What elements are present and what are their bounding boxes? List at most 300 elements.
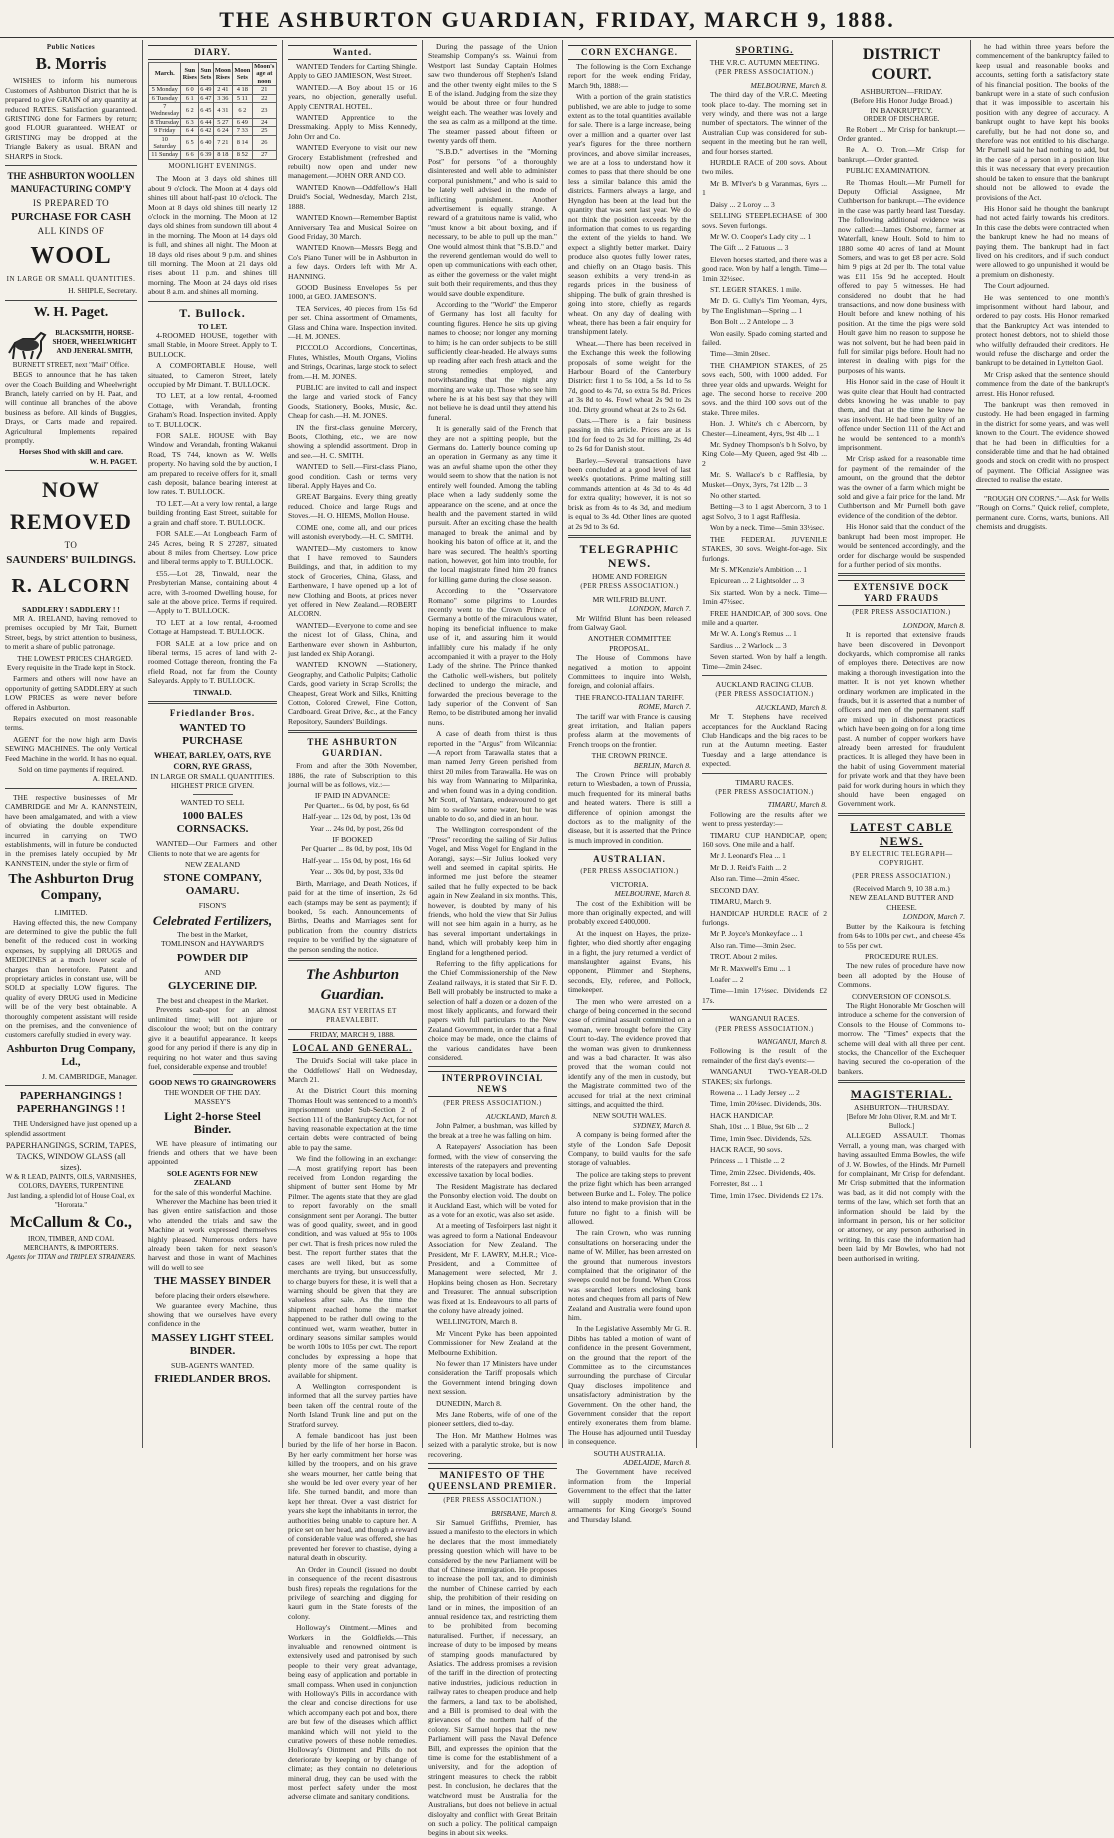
auckland-racing-heading: AUCKLAND RACING CLUB. — [715, 679, 814, 689]
sa-place: ADELAIDE, March 8. — [623, 1458, 691, 1468]
rate-line: Half-year ... 15s 0d, by post, 16s 6d — [302, 855, 411, 865]
magisterial-before: [Before Mr John Oliver, R.M. and Mr T. Bullock.] — [846, 1113, 957, 1130]
race-result-line: Mr S. M'Kenzie's Ambition ... 1 — [710, 564, 808, 574]
friedlander-fertilizers: Celebrated Fertilizers, — [152, 912, 273, 928]
butter-place: LONDON, March 7. — [902, 912, 965, 922]
diary-cell: 11 Sunday — [149, 151, 181, 159]
diary-cell: 6 49 — [200, 86, 212, 94]
guardian-paid-advance: IF PAID IN ADVANCE: — [314, 791, 391, 801]
massey-light-binder: Light 2-horse Steel Binder. — [164, 1108, 261, 1136]
divider — [193, 794, 233, 795]
victoria-paragraph: The men who were arrested on a charge of being concerned in the second case of criminal assault committed on a woman, were brought before the City Court to-day. The evidence proved that the woman was given to drunkenness and was a bad character. It was also proved that the woman could not identify any of the men in custody, but the Magistrate committed two of the accused for trial at the next criminal sittings, and acquitted the third. — [568, 996, 691, 1110]
auckland-racing-source: (PER PRESS ASSOCIATION.) — [715, 691, 814, 699]
consols-text: The Right Honorable Mr Goschen will introduce a scheme for the conversion of Consols to the House of Commons to-morrow. The "Times" expects that the scheme will deal with all three per cent. stocks, the Chancellor of the Exchequer having secured the co-operation of the bankers. — [838, 1000, 965, 1076]
australian-heading: AUSTRALIAN. — [593, 854, 666, 865]
mccallum-agents: Agents for TITAN and TRIPLEX STRAINERS. — [6, 1253, 136, 1262]
vrc-heading: THE V.R.C. AUTUMN MEETING. — [709, 58, 820, 67]
race-result-line: TROT. About 2 miles. — [710, 952, 778, 962]
manifesto-source: (PER PRESS ASSOCIATION.) — [443, 1497, 542, 1505]
wanted-advert: COME one, come all, and our prices will astonish everybody.—H. C. SMITH. — [288, 522, 417, 542]
friedlander-fisons: FISON'S — [198, 901, 227, 911]
divider — [5, 788, 137, 789]
paget-address: BURNETT STREET, next "Mail" Office. — [12, 360, 130, 369]
paget-advert-text: BEGS to announce that he has taken over the Coach Building and Wheelwright Branch, lately carried on by H. Paat, and will continue all branches of the above business as before. All kinds of Buggies, Drays, or Carts made and repaired. Agricultural Implements repaired promptly. — [5, 370, 137, 445]
masthead-paper-name: THE ASHBURTON GUARDIAN, — [219, 7, 587, 32]
dockyard-frauds-place: LONDON, March 8. — [902, 620, 965, 630]
court-paragraph: PUBLIC EXAMINATION. — [846, 166, 930, 176]
diary-cell: 21 — [252, 86, 276, 94]
masthead — [0, 2, 1114, 38]
woollen-company-heading: THE ASHBURTON WOOLLEN MANUFACTURING COMP'Y — [7, 171, 135, 195]
latest-cable-source: (PER PRESS ASSOCIATION.) — [852, 872, 951, 880]
diary-cell: 6 5 — [181, 135, 199, 151]
prince-heading: THE CROWN PRINCE. — [591, 751, 668, 761]
diary-cell: 6 Tuesday — [149, 94, 181, 102]
rough-on-corns-advert: "ROUGH ON CORNS."—Ask for Wells "Rough on Corns." Quick relief, complete, permanent cure. Corns, warts, bunions. All chemists and druggists. — [976, 493, 1109, 531]
telegraphic-home-foreign: HOME AND FOREIGN — [591, 571, 668, 581]
local-news-paragraph: According to the "Osservatore Romano" some pilgrims to Lourdes recently went to the Crown Prince of Germany a bottle of the miraculous water, hoping its beneficial influence to make use of it, and assuring him it would infallibly cure his malady if he only accompanied it with a prayer to the Holy Lady of the shrine. The Prince thanked the Catholic well-wishers, but politely declined to undergo the miracle, and forwarded the precious beverage to the lady superior of the Convent of San Remo, to be distributed among her invalid nuns. — [428, 586, 557, 727]
paperhangings-text: THE Undersigned have just opened up a splendid assortment — [5, 1119, 137, 1138]
diary-column-header: March. — [149, 63, 181, 86]
diary-cell: 24 — [252, 118, 276, 126]
local-general-body — [288, 1056, 417, 1802]
alcorn-signature: A. IRELAND. — [92, 774, 137, 784]
race-result-line: Bon Bolt ... 2 Antelope ... 3 — [710, 317, 794, 327]
divider — [5, 1085, 137, 1086]
procedure-text: The new rules of procedure have now been all adopted by the House of Commons. — [838, 961, 965, 990]
interprovincial-auckland: AUCKLAND, March 8. — [485, 1111, 557, 1121]
race-result-line: Also ran. Time—3min 2sec. — [710, 940, 796, 950]
wanted-advert: TEA Services, 40 pieces from 15s 6d per set. China assortment of Ornaments, Glass and China ware. Inspection invited.—H. M. JONES. — [288, 303, 417, 341]
massey-sub-agents: SUB-AGENTS WANTED. — [171, 1360, 254, 1370]
column-1 — [0, 40, 142, 1448]
alcorn-name: R. ALCORN — [11, 574, 131, 597]
bullock-advert: 4-ROOMED HOUSE, together with small Stable, in Moore Street. Apply to T. BULLOCK. — [148, 330, 277, 359]
friedlander-highest: HIGHEST PRICE GIVEN. — [170, 781, 255, 791]
telegraphic-source: (PER PRESS ASSOCIATION.) — [580, 583, 679, 591]
magisterial-place: ASHBURTON—THURSDAY. — [854, 1103, 949, 1113]
diary-cell: 6 39 — [200, 151, 212, 159]
latest-cable-copyright: BY ELECTRIC TELEGRAPH—COPYRIGHT. — [850, 850, 953, 868]
bullock-advert: FOR SALE. HOUSE with Bay Window and Verandah, fronting Wakanui Road, TS 744, known as W. Wells property. No having sold the by auction, I am prepared to receive offers for it, small cash deposit, balance bearing interest at low rates. T. BULLOCK. — [148, 431, 277, 497]
drug-company-signature: Ashburton Drug Company, Ld., — [6, 1042, 136, 1068]
latest-cable-heading: LATEST CABLE NEWS. — [850, 819, 953, 848]
nsw-paragraph: The police are taking steps to prevent the prize fight which has been arranged between Burke and L. Foley. The police also intend to make provision that in the future no fight to a finish will be allowed. — [568, 1169, 691, 1226]
diary-row — [149, 94, 277, 102]
bullock-advert: A COMFORTABLE House, well situated, to Cameron Street, lately occupied by Mr Dimant. T. BULLOCK. — [148, 361, 277, 389]
district-court-bankruptcy: IN BANKRUPTCY. — [870, 105, 933, 115]
friedlander-powder-dip: POWDER DIP — [176, 951, 249, 964]
wanted-heading: Wanted. — [288, 45, 417, 60]
interprovincial-body — [428, 1121, 557, 1459]
diary-column-header: Sun Sets — [199, 63, 213, 86]
victoria-paragraph: The cost of the Exhibition will be more than originally expected, and will probably exceed £400,000. — [568, 898, 691, 927]
diary-cell: 8 52 — [233, 151, 252, 159]
manifesto-heading: MANIFESTO OF THE QUEENSLAND PREMIER. — [428, 1468, 557, 1494]
divider — [976, 489, 1109, 490]
divider — [428, 1463, 557, 1464]
race-result-line: THE FEDERAL JUVENILE STAKES, 30 sovs. Weight-for-age. Six furlongs. — [702, 534, 827, 563]
race-result-line: Eleven horses started, and there was a good race. Won by half a length. Time—1min 32½sec. — [702, 254, 827, 283]
massey-light-steel: MASSEY LIGHT STEEL BINDER. — [151, 1331, 274, 1357]
race-result-line: HACK RACE, 90 sovs. — [710, 1145, 783, 1155]
mccallum-name: McCallum & Co., — [10, 1213, 132, 1231]
friedlander-sell: WANTED TO SELL — [180, 797, 245, 807]
friedlander-fert-best: The best in the Market, — [177, 929, 248, 939]
court-continued-body — [976, 204, 1109, 485]
divider — [5, 470, 137, 471]
local-news-paragraph: A case of death from thirst is thus reported in the "Argus" from Wilcannia:—A report from Tarawalla states that a man named Jerry Green perished from thirst 20 miles from Tarawalla. He was on his way from Wannaring to Milparinka, and when found was in a dying condition. Mr Scott, of Yantara, endeavoured to get him to swallow some water, but he was unable to do so, and died in an hour. — [428, 729, 557, 823]
friedlander-bales: 1000 BALES CORNSACKS. — [176, 810, 249, 836]
diary-cell: 6 1 — [181, 94, 199, 102]
sa-heading: SOUTH AUSTRALIA. — [593, 1448, 666, 1458]
paget-trade: BLACKSMITH, HORSE-SHOER, WHEELWRIGHT AND JENERAL SMITH, — [52, 329, 137, 356]
removed-to: TO — [64, 540, 78, 551]
local-news-paragraph: Referring to the fifty applications for the Chief Commissionership of the New Zealand railways, it is stated that Sir F. D. Bell will probably be instructed to make a selection of half a dozen or a dozen of the most likely applicants, and forward their papers with full particulars to the New Zealand Government, in order that a final choice may be made, once the claims of the various candidates have been considered. — [428, 959, 557, 1063]
corn-exchange-paragraph: Oats.—There is a fair business passing in this article. Prices are at 1s 10d for feed to 2s 3d for milling, 2s 4d to 2s 6d for Danish stout. — [568, 416, 691, 454]
wanted-advert: PICCOLO Accordions, Concertinas, Flutes, Whistles, Mouth Organs, Violins and Strings, Ocarinas, large stock to select from.—H. M. JONES. — [288, 343, 417, 381]
auckland-racing-text: Mr T. Stephens have received acceptances for the Auckland Racing Club Handicaps and the big races to be run at the Autumn meeting. Easter Tuesday and a large attendance is expected. — [702, 712, 827, 769]
woollen-signature: H. SHIPLE, Secretary. — [68, 286, 137, 296]
wanted-advert: GOOD Business Envelopes 5s per 1000, at GEO. JAMESON'S. — [288, 282, 417, 302]
race-result-line: Shah, 10st ... 1 Blue, 9st 6lb ... 2 — [710, 1122, 809, 1132]
race-result-line: Time, 1min 17sec. Dividends £2 17s. — [710, 1190, 824, 1200]
diary-cell: 8 Thursday — [150, 118, 180, 126]
drug-company-body: Having effected this, the new Company are determined to give the public the full benefit of the reduced cost in working expenses, by supplying all DRUGS and MEDICINES at a much lower scale of charges than heretofore. Patent and proprietary articles in constant use, will be SOLD at specially LOW figures. The quality of every DRUG used in Medicine will be of the very best obtainable. A thoroughly competent assistant will reside on the premises, and the convenience of customers carefully studied in every way. — [5, 917, 137, 1040]
nsw-heading: NEW SOUTH WALES. — [592, 1111, 667, 1121]
bullock-advert: TO LET.—At a very low rental, a large building fronting East Street, suitable for a grain and chaff store. T. BULLOCK. — [148, 498, 277, 527]
massey-guarantee: We guarantee every Machine, thus showing that we ourselves have every confidence in the — [148, 1300, 277, 1329]
court-paragraph: He was sentenced to one month's imprisonment without hard labour, and ordered to pay costs. His Honor remarked that the Bankruptcy Act was intended to protect honest debtors, not to shield those who wilfully defrauded their creditors. He would refuse the discharge and order the bankrupt to be detained in Lyttelton Gaol. — [976, 292, 1109, 368]
local-news-paragraph: It is generally said of the French that they are not a spitting people, but the Germans do. Latterly bounce coming up an operation in Germany as any time it was an awful shame upon the other they would seem to show that the nation is not entirely well founded. Among the tabling place when a lady suddenly some the appearance on the scene, and at once the health and the pavement started in wild pursuit. After an exciting chase the health managed to break the animal and by hooking his baton of office at it, and the hare was secured. The health's sporting nation, however, got him into trouble, for the local magistrate fined him 20 francs for killing game during the close season. — [428, 424, 557, 584]
local-news-paragraph: During the passage of the Union Steamship Company's ss. Wainui from Westport last Sunday Captain Holmes saw two thunderous off Stephen's Island and the other twenty eight miles to the S E of the island. Judging from the size they would be about three or four hundred weight each. The weather was lovely and the sea as calm as a millpond at the time. The steamer passed about fifteen or twenty yards off them. — [428, 42, 557, 146]
guardian-subscription-text: From and after the 30th November, 1886, the rate of Subscription to this journal will be as follows, viz.:— — [288, 761, 417, 790]
race-result-line: Also ran. Time—2min 45sec. — [710, 874, 800, 884]
race-result-line: WANGANUI TWO-YEAR-OLD STAKES; six furlongs. — [702, 1067, 827, 1086]
diary-cell: 6 2 — [181, 103, 199, 119]
court-paragraph: His Honor said he thought the bankrupt had not acted fairly towards his creditors. In this case the debts were contracted when the bankrupt knew he had no means of paying them. The bankrupt had in fact lived on his creditors, and if such conduct were allowed to go unpunished it would be a premium on dishonesty. — [976, 203, 1109, 279]
race-result-line: HANDICAP HURDLE RACE of 2 furlongs. — [702, 908, 827, 927]
race-result-line: Mr B. M'Iver's b g Varanmas, 6yrs ... 1 — [702, 178, 827, 198]
interprovincial-source: (PER PRESS ASSOCIATION.) — [443, 1100, 542, 1108]
guardian-motto: MAGNA EST VERITAS ET PRAEVALEBIT. — [308, 1007, 397, 1025]
interprovincial-paragraph: The Hon. Mr Matthew Holmes was seized with a paralytic stroke, but is now recovering. — [428, 1430, 557, 1459]
diary-cell: 5 27 — [213, 118, 233, 126]
dockyard-frauds-source: (PER PRESS ASSOCIATION.) — [852, 609, 951, 617]
massey-for: for the sale of this wonderful Machine. — [153, 1187, 272, 1197]
prince-text: The Crown Prince will probably return to Wiesbaden, a town of Prussia, much frequented for its mineral baths and heated waters. There is still a difference of opinion amongst the doctors as to the malignity of the disease, but it is asserted that the Prince is much improved in condition. — [568, 770, 691, 845]
divider — [838, 813, 965, 816]
butter-text: Butter by the Kaikoura is fetching from 64s to 100s per cwt., and cheese 45s to 55s per cwt. — [838, 921, 965, 950]
race-result-line: Mr R. Maxwell's Emu ... 1 — [710, 963, 791, 973]
guardian-if-booked: IF BOOKED — [332, 835, 373, 845]
nsw-paragraph: In the Legislative Assembly Mr G. R. Dibbs has tabled a motion of want of confidence in the present Government, on the ground that the report of the Committee as to the circumstances surrounding the purchase of Circular Quay discloses impolitence and unsatisfactory administration by the Government. On the other hand, the Government consider that the report entirely exonerates them from blame. The House has adjourned until Tuesday in consequence. — [568, 1324, 691, 1447]
diary-row — [149, 86, 277, 94]
race-result-line: Mr. Sydney Thompson's b h Solvo, by King Cole—My Queen, aged 9st 4lb ... 2 — [702, 440, 827, 468]
race-result-line: TIMARU CUP HANDICAP, open; 160 sovs. One mile and a half. — [702, 830, 827, 850]
issue-date: FRIDAY, MARCH 9, 1888. — [288, 1029, 417, 1040]
diary-header-row — [149, 63, 277, 86]
interprovincial-paragraph: No fewer than 17 Ministers have under consideration the Tariff proposals which the Government intend bringing down next session. — [428, 1359, 557, 1397]
alcorn-repairs: Repairs executed on most reasonable terms. — [5, 714, 137, 733]
removed-place: SAUNDERS' BUILDINGS. — [6, 553, 136, 566]
sporting-heading: SPORTING. — [735, 45, 794, 55]
drug-company-intro: THE respective businesses of Mr CAMBRIDGE and Mr A. KANNSTEIN, have been amalgamated, and with a view of obviating the double expenditure incurred in carrying on TWO establishments, will in future be conducted in the premises lately occupied by Mr KANNSTEIN, under the style or firm of — [5, 792, 137, 868]
diary-cell: 7 21 — [213, 135, 233, 151]
prince-place: BERLIN, March 8. — [633, 760, 691, 770]
race-result-line: Time—3min 20sec. — [710, 349, 771, 359]
friedlander-heading: Friedlander Bros. — [169, 708, 256, 718]
friedlander-quantities: IN LARGE OR SMALL QUANTITIES. — [150, 772, 275, 781]
timaru-place: TIMARU, March 8. — [767, 800, 827, 810]
friedlander-nz: NEW ZEALAND — [185, 860, 240, 870]
massey-before: before placing their orders elsewhere. — [155, 1291, 270, 1301]
corn-exchange-heading: CORN EXCHANGE. — [568, 45, 691, 60]
friedlander-best-cheap: The best and cheapest in the Market. — [156, 996, 269, 1006]
court-paragraph: Re A. O. Tron.—Mr Crisp for bankrupt.—Order granted. — [838, 145, 965, 164]
divider — [5, 165, 137, 166]
tariff-text: The tariff war with France is causing great irritation, and Italian papers profess alarm at the movements of French troops on the frontier. — [568, 711, 691, 749]
wanted-advert: WANTED.—A Boy about 15 or 16 years, no objection, generally useful. Apply CENTRAL HOTEL. — [288, 82, 417, 111]
rate-line: Year ... 30s 0d, by post, 33s 0d — [309, 867, 404, 877]
column-2 — [142, 40, 282, 1448]
dockyard-frauds-text: It is reported that extensive frauds have been discovered in Devonport dockyards, which compromise all ranks of employes there. Detectives are now making a thorough investigation into the matter. It is not yet known whether ordinary workmen are implicated in the frauds, but it is asserted that a number of officers and men of the permanent staff are mixed up in dishonest practices which have been going on for a long time past. A number of copper workers have already been arrested for fraudulent practices. It is alleged they have been in the habit of using Government material for private work and that they have been paid for work during hours in which they should have been engaged on Government work. — [838, 630, 965, 809]
diary-cell: 3 36 — [213, 94, 233, 102]
race-result-line: Rowena ... 1 Lady Jersey ... 2 — [710, 1088, 800, 1097]
blunt-text: Mr Wilfrid Blunt has been released from Galway Gaol. — [568, 613, 691, 632]
court-paragraph: Mr Crisp asked that the sentence should commence from the date of the bankrupt's arrest. His Honor refused. — [976, 369, 1109, 398]
interprovincial-paragraph: The Resident Magistrate has declared the Ponsonby election void. The doubt on it Auckland East, which will be voted for as a vote for an exotic, was also set aside. — [428, 1181, 557, 1219]
diary-column-header: Moon Sets — [233, 63, 252, 86]
race-result-line: The third day of the V.R.C. Meeting took place to-day. The morning set in very windy, and there was not a large number of spectators. The winner of the Australian Cup was considered for sub-sequent in the meeting but he ran well, and four horses started. — [702, 90, 827, 156]
column-7 — [832, 40, 970, 1448]
committee-heading: ANOTHER COMMITTEE PROPOSAL. — [587, 634, 672, 653]
masthead-date: FRIDAY, MARCH 9, 1888. — [595, 7, 895, 32]
race-result-line: Mr W. A. Long's Remus ... 1 — [710, 629, 797, 639]
divider — [702, 675, 827, 676]
diary-cell: 5 Monday — [149, 86, 181, 94]
victoria-paragraph: At the inquest on Hayes, the prize-fighter, who died shortly after engaging in a fight, the jury returned a verdict of manslaughter against Evans, his opponent, Plimmer and Stephens, seconds, Ely, referee, and Pollock, timekeeper. — [568, 928, 691, 995]
divider — [568, 849, 691, 850]
tinwald-label: TINWALD. — [193, 687, 232, 697]
local-news-paragraph: An Order in Council (issued no doubt in consequence of the recent disastrous bush fires) repeals the regulations for the privilege of searching and digging for kauri gum in the State forests of the colony. — [288, 1564, 417, 1621]
diary-cell: 7 Wednesday — [150, 103, 180, 118]
sa-text: The Government have received information from the Imperial Government to the effect that the latter will supply modern improved armaments for King George's Sound and Thursday Island. — [568, 1467, 691, 1524]
bullock-advert: TO LET, at a low rental, 4-roomed Cottage, with Verandah, fronting Graham's Road. Inspection invited. Apply to T. BULLOCK. — [148, 391, 277, 429]
timaru-body — [702, 810, 827, 1005]
drug-company-limited: LIMITED. — [54, 908, 88, 918]
race-result-line: Following is the result of the remainder of the first day's events:— — [702, 1046, 827, 1065]
race-result-line: Sardius ... 2 Warlock ... 3 — [710, 640, 787, 650]
public-notices-heading: Public Notices — [46, 44, 96, 51]
butter-heading: NEW ZEALAND BUTTER AND CHEESE. — [849, 893, 954, 912]
diary-cell: 23 — [252, 103, 276, 119]
tariff-heading: THE FRANCO-ITALIAN TARIFF. — [575, 692, 684, 702]
procedure-heading: PROCEDURE RULES. — [865, 951, 938, 961]
diary-body — [149, 86, 277, 160]
diary-cell: 10 Saturday — [149, 135, 181, 151]
rate-line: Half-year ... 12s 0d, by post, 13s 0d — [302, 812, 411, 822]
district-court-place: ASHBURTON—FRIDAY. — [860, 87, 943, 96]
race-result-line: SELLING STEEPLECHASE of 300 sovs. Seven furlongs. — [702, 211, 827, 230]
friedlander-grains: WHEAT, BARLEY, OATS, RYE CORN, RYE GRASS, — [153, 751, 272, 771]
local-general-heading: LOCAL AND GENERAL. — [292, 1043, 413, 1054]
diary-cell: 26 — [252, 135, 276, 151]
interprovincial-paragraph: WELLINGTON, March 8. — [436, 1317, 518, 1327]
woollen-kinds: ALL KINDS OF — [37, 226, 105, 237]
column-8 — [970, 40, 1114, 1448]
massey-text: WE have pleasure of intimating our friends and others that we have been appointed — [148, 1138, 277, 1167]
alcorn-agent: AGENT for the now high arm Davis SEWING MACHINES. The only Vertical Feed Machine in the world. It has no equal. — [5, 734, 138, 763]
diary-cell: 6 44 — [200, 118, 212, 126]
divider — [148, 701, 277, 704]
race-result-line: Epicurean ... 2 Lightsolder ... 3 — [710, 576, 805, 586]
divider — [838, 1080, 965, 1083]
race-result-line: Mr D. J. Reid's Faith ... 2 — [710, 862, 787, 872]
diary-text: The Moon at 3 days old shines till about 9 o'clock. The Moon at 4 days old shines till about half-past 10 o'clock. The Moon at 8 days old shines till nearly 12 o'clock in the morning. The Moon at 12 days old shines from sundown till about 4 in the morning. The Moon at 14 days old is full, and shines all night. The Moon at 18 days old rises about 9 p.m. and shines till morning. The Moon at 21 days old rises about 11 p.m. and shines till morning. The Moon at 24 days old rises about 8 a.m. and shines all morning. — [148, 174, 277, 297]
friedlander-glycerine-dip: GLYCERINE DIP. — [167, 980, 258, 993]
masthead-title — [0, 2, 1114, 37]
diary-cell: 2 41 — [213, 86, 233, 94]
rates-advance — [288, 801, 417, 833]
alcorn-sold: Sold on time payments if required. — [18, 765, 124, 775]
interprovincial-paragraph: John Palmer, a bushman, was killed by the break at a tree he was falling on him. — [428, 1121, 557, 1140]
diary-heading: DIARY. — [148, 45, 277, 60]
diary-table — [148, 62, 277, 160]
friedlander-tomlinson: TOMLINSON and HAYWARD'S — [160, 939, 265, 949]
race-result-line: Princess ... 1 Thistle ... 2 — [710, 1156, 785, 1166]
friedlander-stone-company: STONE COMPANY, OAMARU. — [163, 872, 262, 898]
local-news-paragraph: According to the "World" the Emperor of Germany has lost all faculty for counting figures. Hence he sits up giving names to choose; nor longer any morning to him; is he can order subjects to be still sufficiently clear-headed. He always sums up reading after each fresh attack and the strong remedies employed, and notwithstanding that the night any morning are wake up. Those who see him where he is at his best say that they will not believe he is dead until they attend his funeral. — [428, 299, 557, 422]
diary-cell: 5 11 — [233, 94, 252, 102]
diary-column-header: Moon Rises — [213, 63, 233, 86]
friedlander-and: AND — [204, 967, 221, 977]
interprovincial-paragraph: At a meeting of Tesfoirpers last night it was agreed to form a National Endeavour Association for New Zealand. The President, Mr F. LAWRY, M.H.R.; Vice-President, and a Committee of Management were selected, Mr J. Hopkins being chosen as Hon. Secretary and Treasurer. The annual subscription was fixed at 1s. Endeavours to all parts of the colony have already joined. — [428, 1221, 557, 1315]
local-news-paragraph: At the District Court this morning Thomas Hoult was sentenced to a month's imprisonment under Sub-Section 2 of Section 111 of the Bankruptcy Act, for not having reasonable expectation at the time certain debts were contracted of being able to pay the same. — [288, 1086, 417, 1152]
victoria-place: MELBOURNE, March 8. — [614, 889, 691, 899]
nsw-paragraph: The rain Crown, who was running consultations on horseracing under the name of W. Miller, has been arrested on the ground that numerous investors complained that the originator of the sweeps could not be found. When Cross was searched letters enclosing bank notes and cheques from all parts of New Zealand and Australia were found upon him. — [568, 1228, 691, 1322]
massey-name: MASSEY'S — [194, 1097, 231, 1107]
corn-exchange-paragraph: The following is the Corn Exchange report for the week ending Friday, March 9th, 1888:— — [568, 62, 691, 90]
wanted-advert: WANTED Known—Remember Baptist Anniversary Tea and Musical Soiree on Good Friday, 30 March. — [288, 213, 417, 241]
interprovincial-paragraph: DUNEDIN, March 8. — [436, 1398, 502, 1408]
court-continued: he had within three years before the commencement of the bankruptcy failed to keep usual and reasonable books and accounts, setting forth a satisfactory state of his financial position. The books of the bankrupt were in a state of such confusion that it was impossible to ascertain his position with any degree of accuracy. A bankrupt ought to have kept his books carefully, but he had not done so, and therefore was not entitled to his discharge. Mr Purnell said he had nothing to add, but in the case of a person in a position like this it was necessary that every precaution should be taken to ensure that the bankrupt should not be allowed to evade the provisions of the Act. — [976, 42, 1109, 202]
race-result-line: Hon. J. White's ch c Abercorn, by Chester—Lineament, 4yrs, 9st 4lb ... 1 — [702, 419, 827, 438]
race-result-line: Mr D. G. Cully's Tim Yeoman, 4yrs, by The Englishman—Spring ... 1 — [702, 296, 827, 315]
nsw-body — [568, 1130, 691, 1446]
diary-row — [149, 151, 277, 159]
removed-now: NOW — [42, 477, 100, 503]
woollen-prepared: IS PREPARED TO — [32, 198, 110, 209]
diary-cell: 25 — [252, 127, 276, 135]
diary-column-header: Moon's age at noon — [252, 63, 276, 86]
local-news-paragraph: A female bandicoot has just been buried by the life of her horse in Bacon. By her early commitment her horse was killed by the troopers, and on his grave she wears mourner, her cattle being that she would be led over every year of her life. She turned bandit, and more than kept her threat. Over a vast district for years she kept the inhabitants in terror, the authorities being unable to capture her. A price set on her head, and though a reward of considerable value was offered, she has prevented her forever to chastise, dying a natural death in obscurity. — [288, 1431, 417, 1563]
divider — [702, 773, 827, 774]
diary-cell: 6 4 — [181, 127, 199, 135]
court-paragraph: Re Robert ... Mr Crisp for bankrupt.—Order granted. — [838, 124, 965, 144]
paget-horses: Horses Shod with skill and care. — [18, 447, 124, 457]
race-result-line: ST. LEGER STAKES. 1 mile. — [710, 284, 802, 294]
wanganui-heading: WANGANUI RACES. — [729, 1014, 800, 1024]
race-result-line: THE CHAMPION STAKES, of 25 sovs each, 500, with 1000 added. For three year olds and upwards. Weight for age. The second horse to receive 200 sovs. and the third 100 sovs out of the stake. Three miles. — [702, 360, 827, 417]
bullock-advert: £55.—Lot 28, Tinwald, near the Presbyterian Manse, containing about 4 acre, with 3-roomed Dwelling house, for sale at the above price. Terms if required.—Apply to T. BULLOCK. — [148, 568, 277, 616]
wanted-advert: WANTED Known—Messrs Begg and Co's Piano Tuner will be in Ashburton in a few days. Orders left with Mr A. HANNING. — [288, 243, 417, 281]
race-result-line: Time, 2min 22sec. Dividends, 40s. — [710, 1167, 816, 1177]
divider — [428, 1066, 557, 1067]
paperhangings-heading: PAPERHANGINGS ! PAPERHANGINGS ! ! — [16, 1090, 126, 1116]
wanted-advert: WANTED—Everyone to come and see the nicest lot of Glass, China, and Earthenware ever shown in Ashburton, just landed ex Ship Aorangi. — [288, 620, 417, 658]
consols-heading: CONVERSION OF CONSOLS. — [852, 991, 951, 1001]
nsw-place: SYDNEY, March 8. — [632, 1120, 691, 1130]
victoria-body — [568, 899, 691, 1110]
wanted-advert: WANTED Tenders for Carting Shingle. Apply to GEO JAMIESON, West Street. — [288, 62, 417, 81]
diary-cell: 6 49 — [233, 118, 252, 126]
corn-exchange-paragraph: Barley.—Several transactions have been concluded at a good level of last week's quotations. Prime malting still commands attention at 4s 3d to 4s 4d for extra quality; however, it is not so brisk as from 4s to 4s 3d, and medium is equal to 3s 4d. Other lines are quoted at 2s 9d to 3s 6d. — [568, 455, 691, 531]
diary-row — [149, 127, 277, 135]
diary-cell: 6 42 — [200, 127, 212, 135]
local-news-paragraph: The Wellington correspondent of the "Press" recording the sailing of Sir Julius Vogel, and Miss Vogel for England in the Aorangi, says:—Sir Julius looked very well and seemed in capital spirits. He informed me just before the steamer sailed that he fully expected to be back again in New Zealand in six months. This, however, is doubted by many of his friends, who hold the view that Sir Julius will not see him again in a hurry, as he has several important undertakings in hand, which will probably keep him in England for a lengthened period. — [428, 825, 557, 957]
massey-wonder: THE WONDER OF THE DAY. — [164, 1087, 261, 1097]
race-result-line: The Gift ... 2 Fatuous ... 3 — [710, 243, 789, 253]
local-news-paragraph: The Druid's Social will take place in the Oddfellows' Hall on Wednesday, March 21. — [288, 1056, 417, 1084]
diary-cell: 6 40 — [199, 135, 213, 151]
court-paragraph: His Honor said that the conduct of the bankrupt had been most improper. He would be sentenced accordingly, and the order for discharge would be suspended for a further period of six months. — [838, 522, 965, 569]
wanted-advert: WANTED—My customers to know that I have removed to Saunders Buildings, and that, in addition to my stock of Groceries, China, Glass, and Earthenware, I have opened up a lot of new Clothing and Boots, at prices never yet offered in New Zealand.—ROBERT ALCORN. — [288, 543, 417, 619]
race-result-line: HACK HANDICAP. — [710, 1110, 774, 1120]
woollen-wool: WOOL — [30, 242, 112, 269]
dockyard-frauds-heading: EXTENSIVE DOCK YARD FRAUDS — [838, 580, 965, 606]
friedlander-wanted: WANTED TO PURCHASE — [179, 722, 246, 747]
nsw-paragraph: A company is being formed after the style of the London Safe Deposit Company, to build vaults for the safe storage of valuables. — [568, 1130, 691, 1168]
rate-line: Per Quarter... 6s 0d, by post, 6s 6d — [304, 800, 409, 810]
vrc-place: MELBOURNE, March 8. — [750, 80, 827, 90]
bullock-advert: FOR SALE.—At Longbeach Farm of 245 Acres, being R S 27287, situated about 8 miles from Chertsey. Low price and liberal terms apply to T. BULLOCK. — [148, 529, 277, 567]
column-4 — [422, 40, 562, 1838]
race-result-line: Mr J. Leonard's Flea ... 1 — [710, 851, 786, 861]
massey-sole-agents: SOLE AGENTS FOR NEW ZEALAND — [167, 1168, 258, 1188]
wanted-advert: WANTED KNOWN —Stationery, Geography, and Catholic Pulpits; Catholic Cards, good variety in Scrap Scrolls; the Cheapest, Great Work and Silks, Knitting Cotton, Colored Crewel, Fine Cotton, Cardboard. Great Drive, &c., at the Fancy Repository, Saunders' Buildings. — [288, 660, 417, 726]
vrc-body — [702, 90, 827, 671]
wanted-advert: WANTED Known—Oddfellow's Hall Druid's Social, Wednesday, March 21st, 1888. — [288, 182, 417, 211]
diary-cell: 6 24 — [213, 127, 233, 135]
divider — [568, 535, 691, 538]
court-paragraph: The bankrupt was then removed in custody. He had been engaged in farming in the district for some years, and was well known to the Court. The evidence showed that he had been in difficulties for a considerable time and that he had obtained goods and stock on credit with no prospect of payment. The Official Assignee was directed to realise the estate. — [976, 400, 1109, 485]
wanganui-source: (PER PRESS ASSOCIATION.) — [715, 1025, 814, 1033]
wanted-advert: IN the first-class genuine Mercery, Boots, Clothing, etc., we are now showing a splendid assortment. Drop in and see.—H. C. SMITH. — [288, 422, 417, 460]
corn-exchange-body — [568, 62, 691, 531]
paperhangings-also: W & R LEAD, PAINTS, OILS, VARNISHES, COLORS, DAYERS, TURPENTINE — [5, 1173, 137, 1191]
mccallum-trade: IRON, TIMBER, AND COAL MERCHANTS, & IMPORTERS. — [23, 1234, 119, 1253]
race-result-line: Following are the results after we went to press yesterday:— — [702, 809, 827, 829]
massey-good-news: GOOD NEWS TO GRAINGROWERS — [149, 1078, 276, 1088]
blunt-heading: MR WILFRID BLUNT. — [592, 594, 667, 604]
race-result-line: Betting—3 to 1 agst Abercorn, 3 to 1 agst Solvo, 3 to 1 agst Rafflesia. — [702, 502, 827, 521]
diary-cell: 6 6 — [181, 151, 199, 159]
local-news-paragraph: A Wellington correspondent is informed that all the survey parties have been taken off the central route of the North Island Trunk line and put on the Stratford survey. — [288, 1381, 417, 1429]
friedlander-farmers: WANTED—Our Farmers and other Clients to note that we are agents for — [148, 839, 277, 858]
friedlander-signature: FRIEDLANDER BROS. — [154, 1373, 271, 1386]
divider — [288, 958, 417, 961]
district-court-body — [838, 125, 965, 570]
diary-row — [149, 118, 277, 126]
diary-cell: 22 — [252, 94, 276, 102]
guardian-notes: Birth, Marriage, and Death Notices, if paid for at the time of insertion, 2s 6d each (stamps may be sent as payment); if booked, 5s each. Announcements of Births, Deaths and Marriages sent for publication from the country districts require to be verified by the signature of the person sending the notice. — [288, 878, 417, 954]
paget-advert-name: W. H. Paget. — [33, 304, 109, 320]
interprovincial-paragraph: Mrs Jane Roberts, wife of one of the pioneer settlers, died to-day. — [428, 1410, 557, 1429]
manifesto-brisbane: BRISBANE, March 8. — [491, 1508, 557, 1518]
latest-cable-received: (Received March 9, 10 38 a.m.) — [853, 884, 950, 894]
blacksmith-horse-icon — [5, 325, 49, 361]
